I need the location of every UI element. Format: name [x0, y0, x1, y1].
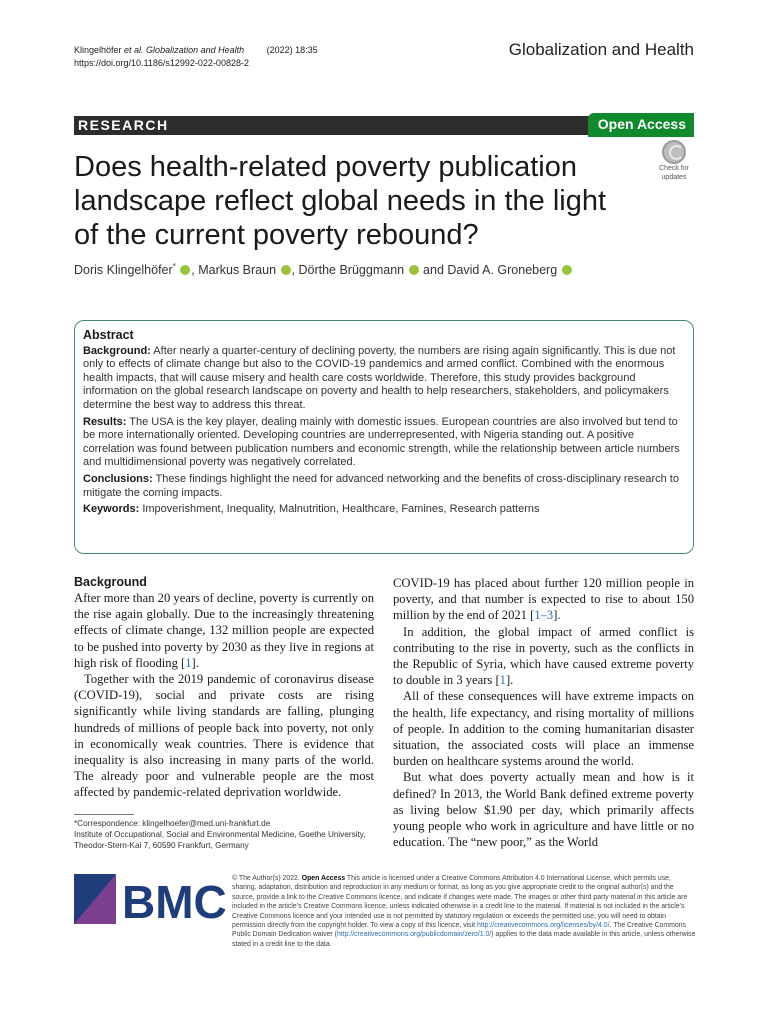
orcid-icon[interactable] — [180, 265, 190, 275]
orcid-icon[interactable] — [409, 265, 419, 275]
bmc-logo — [74, 874, 227, 928]
license-link[interactable]: http://creativecommons.org/licenses/by/4.0/ — [476, 922, 610, 930]
check-updates-icon — [662, 140, 686, 164]
author-name[interactable]: and David A. Groneberg — [419, 263, 558, 278]
orcid-icon[interactable] — [281, 265, 291, 275]
reference-link[interactable]: 1–3 — [534, 608, 554, 623]
author-name[interactable]: Doris Klingelhöfer — [74, 263, 173, 278]
body-column-left — [74, 575, 374, 801]
correspondence-email[interactable]: *Correspondence: klingelhoefer@med.uni-frankfurt.de — [74, 819, 271, 828]
footnote-rule — [74, 814, 134, 815]
orcid-icon[interactable] — [562, 265, 572, 275]
abstract-background: Background: After nearly a quarter-century of declining poverty, the numbers are rising again significantly. This is due not only to effects of climate change but also to the COVID-19 pandemics and armed conflict. Combined with the enormous health impacts, that will cause misery and health care costs worldwide. Therefore, this study provides background information on the global research landscape on poverty and health to help researchers, stakeholders, and policymakers determine the best way to address this threat. — [83, 344, 676, 411]
check-updates-line2: updates — [661, 174, 687, 181]
author-name[interactable]: , Markus Braun — [191, 263, 277, 278]
abstract-results: Results: The USA is the key player, dealing mainly with domestic issues. European countries are also involved but tend to be more internationally oriented. Developing countries are underrepresented, with Nigeria standing out. A positive correlation was found between publication numbers and economic strength, while the relationship between article numbers and multidimensional poverty was negatively correlated. — [83, 415, 680, 469]
corresponding-mark: * — [172, 262, 176, 271]
check-for-updates-button[interactable] — [654, 140, 694, 182]
body-paragraph: After more than 20 years of decline, poverty is currently on the rise again globally. Due to the increasingly threatening effects of climate change, 132 million people are expected to be pushed into poverty by 2030 as they live in regions at high risk of flooding [1]. — [74, 591, 374, 670]
bmc-logo-text: BMC — [122, 876, 227, 928]
doi-link[interactable]: https://doi.org/10.1186/s12992-022-00828-2 — [74, 58, 249, 68]
section-heading: Background — [74, 575, 147, 589]
reference-link[interactable]: 1 — [499, 673, 506, 688]
reference-link[interactable]: 1 — [185, 655, 192, 670]
body-paragraph: COVID-19 has placed about further 120 million people in poverty, and that number is expected to rise to about 150 million by the end of 2021 [1–3]. — [393, 576, 694, 623]
article-title: Does health-related poverty publication landscape reflect global needs in the light of the current poverty rebound? — [74, 151, 607, 251]
affiliation: Institute of Occupational, Social and Environmental Medicine, Goethe University, Theodor-Stern-Kai 7, 60590 Frankfurt, Germany — [74, 830, 366, 850]
body-paragraph: Together with the 2019 pandemic of coronavirus disease (COVID-19), social and private costs are rising significantly while living standards are falling, plunging hundreds of millions of people back into poverty, not only in economically weak countries. There is evidence that inequality is also increasing in many parts of the world. The already poor and vulnerable people are the most affected by pandemic-related deprivation worldwide. — [74, 672, 374, 800]
body-paragraph: In addition, the global impact of armed conflict is contributing to the rise in poverty, such as the conflicts in the Republic of Syria, which have caused extreme poverty to double in 3 years [1]. — [393, 624, 694, 688]
author-name[interactable]: , Dörthe Brüggmann — [291, 263, 405, 278]
body-column-right — [393, 575, 694, 850]
abstract-heading: Abstract — [83, 328, 134, 342]
body-paragraph: All of these consequences will have extreme impacts on the health, life expectancy, and rising mortality of millions of people. In addition to the coming humanitarian disaster situation, the associated costs will place an immense burden on healthcare systems around the world. — [393, 689, 694, 769]
author-list — [74, 262, 573, 277]
check-updates-line1: Check for — [659, 165, 689, 172]
journal-name: Globalization and Health — [508, 40, 694, 59]
open-access-badge: Open Access — [588, 113, 694, 137]
citation-block — [74, 44, 318, 70]
abstract-conclusions: Conclusions: These findings highlight the need for advanced networking and the benefits of cross-disciplinary research to mitigate the coming impacts. — [83, 472, 679, 499]
footnote — [74, 818, 374, 851]
license-text: © The Author(s) 2022. Open Access This article is licensed under a Creative Commons Attribution 4.0 International License, which permits use, sharing, adaptation, distribution and reproduction in any medium or format, as long as you give appropriate credit to the original author(s) and the source, provide a link to the Creative Commons licence, and indicate if changes were made. The images or other third party material in this article are included in the article’s Creative Commons licence, unless indicated otherwise in a credit line to the material. If material is not included in the article’s Creative Commons licence and your intended use is not permitted by statutory regulation or exceeds the permitted use, you will need to obtain permission directly from the copyright holder. To view a copy of this licence, visit http://creativecommons.org/licenses/by/4.0/. The Creative Commons Public Domain Dedication waiver (http://creativecommons.org/publicdomain/zero/1.0/) applies to the data made available in this article, unless otherwise stated in a credit line to the data. — [232, 875, 696, 948]
abstract-box — [74, 320, 694, 554]
section-label: RESEARCH — [78, 117, 169, 133]
citation-line: Klingelhöfer et al. Globalization and Health (2022) 18:35 — [74, 45, 318, 55]
body-paragraph: But what does poverty actually mean and how is it defined? In 2013, the World Bank defined extreme poverty as living below $1.90 per day, which primarily affects young people who work in agriculture and have little or no education. The “new poor,” as the World — [393, 770, 694, 850]
abstract-keywords: Keywords: Impoverishment, Inequality, Malnutrition, Healthcare, Famines, Research patterns — [83, 503, 540, 516]
publicdomain-link[interactable]: http://creativecommons.org/publicdomain/zero/1.0/ — [336, 931, 492, 939]
